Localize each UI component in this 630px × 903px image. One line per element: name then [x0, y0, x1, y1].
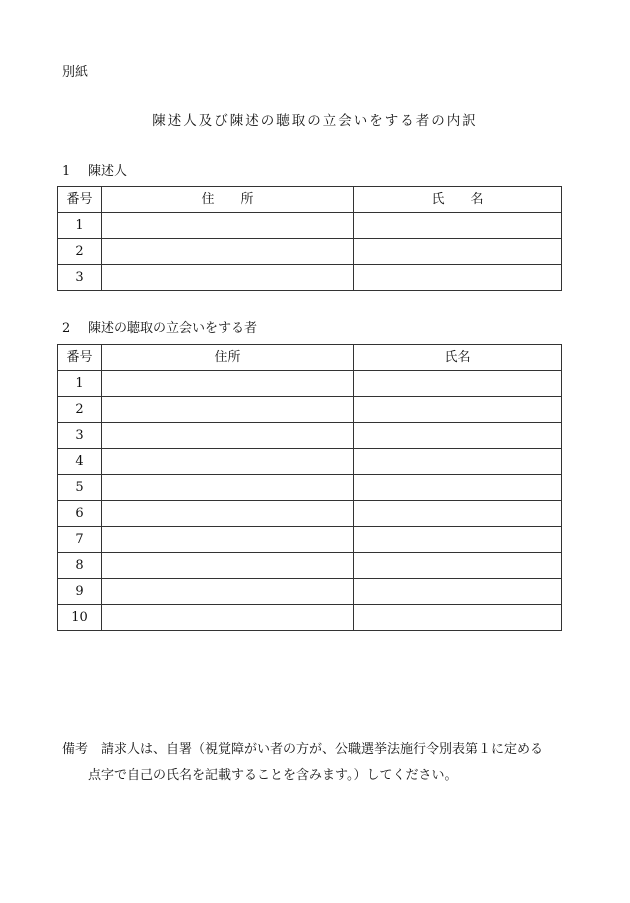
- table-row: [58, 501, 562, 527]
- address-cell[interactable]: [102, 423, 354, 449]
- table-row: [58, 371, 562, 397]
- column-header-address: 住 所: [102, 187, 354, 213]
- document-title: 陳述人及び陳述の聴取の立会いをする者の内訳: [152, 113, 478, 129]
- address-cell[interactable]: [102, 579, 354, 605]
- name-cell[interactable]: [354, 265, 562, 291]
- name-cell[interactable]: [354, 605, 562, 631]
- column-header-number: 番号: [58, 187, 102, 213]
- address-cell[interactable]: [102, 397, 354, 423]
- table-row: [58, 605, 562, 631]
- table-row: [58, 397, 562, 423]
- column-header-number: 番号: [58, 345, 102, 371]
- row-number: 2: [58, 397, 102, 423]
- remarks-note: [62, 737, 582, 789]
- row-number: 3: [58, 423, 102, 449]
- section2-number: 2: [62, 321, 71, 336]
- section2-title: 陳述の聴取の立会いをする者: [88, 321, 258, 336]
- row-number: 10: [58, 605, 102, 631]
- section2-heading: [62, 320, 257, 338]
- address-cell[interactable]: [102, 449, 354, 475]
- address-cell[interactable]: [102, 527, 354, 553]
- name-cell[interactable]: [354, 397, 562, 423]
- section1-title: 陳述人: [88, 164, 128, 179]
- address-cell[interactable]: [102, 475, 354, 501]
- address-cell[interactable]: [102, 265, 354, 291]
- row-number: 2: [58, 239, 102, 265]
- table-row: [58, 239, 562, 265]
- name-cell[interactable]: [354, 527, 562, 553]
- address-cell[interactable]: [102, 371, 354, 397]
- section1-number: 1: [62, 164, 71, 179]
- name-cell[interactable]: [354, 371, 562, 397]
- name-cell[interactable]: [354, 213, 562, 239]
- table-row: [58, 553, 562, 579]
- remarks-line1: 請求人は、自署（視覚障がい者の方が、公職選挙法施行令別表第１に定める: [101, 742, 544, 757]
- column-header-name: 氏名: [354, 345, 562, 371]
- table-row: [58, 213, 562, 239]
- remarks-line2: 点字で自己の氏名を記載することを含みます。）してください。: [88, 768, 458, 783]
- row-number: 3: [58, 265, 102, 291]
- table-header-row: [58, 345, 562, 371]
- name-cell[interactable]: [354, 501, 562, 527]
- row-number: 1: [58, 371, 102, 397]
- name-cell[interactable]: [354, 423, 562, 449]
- name-cell[interactable]: [354, 449, 562, 475]
- row-number: 1: [58, 213, 102, 239]
- table-row: [58, 579, 562, 605]
- declarant-table: [57, 186, 562, 291]
- address-cell[interactable]: [102, 213, 354, 239]
- remarks-label: 備考: [62, 742, 89, 757]
- name-cell[interactable]: [354, 579, 562, 605]
- section1-heading: [62, 163, 127, 181]
- row-number: 8: [58, 553, 102, 579]
- row-number: 6: [58, 501, 102, 527]
- address-cell[interactable]: [102, 553, 354, 579]
- row-number: 4: [58, 449, 102, 475]
- name-cell[interactable]: [354, 475, 562, 501]
- annex-label: 別紙: [62, 65, 89, 80]
- table-row: [58, 475, 562, 501]
- table-row: [58, 423, 562, 449]
- row-number: 7: [58, 527, 102, 553]
- address-cell[interactable]: [102, 605, 354, 631]
- table-header-row: [58, 187, 562, 213]
- table-row: [58, 527, 562, 553]
- row-number: 9: [58, 579, 102, 605]
- table-row: [58, 265, 562, 291]
- row-number: 5: [58, 475, 102, 501]
- column-header-address: 住所: [102, 345, 354, 371]
- column-header-name: 氏 名: [354, 187, 562, 213]
- name-cell[interactable]: [354, 553, 562, 579]
- table-row: [58, 449, 562, 475]
- name-cell[interactable]: [354, 239, 562, 265]
- witness-table: [57, 344, 562, 631]
- address-cell[interactable]: [102, 239, 354, 265]
- address-cell[interactable]: [102, 501, 354, 527]
